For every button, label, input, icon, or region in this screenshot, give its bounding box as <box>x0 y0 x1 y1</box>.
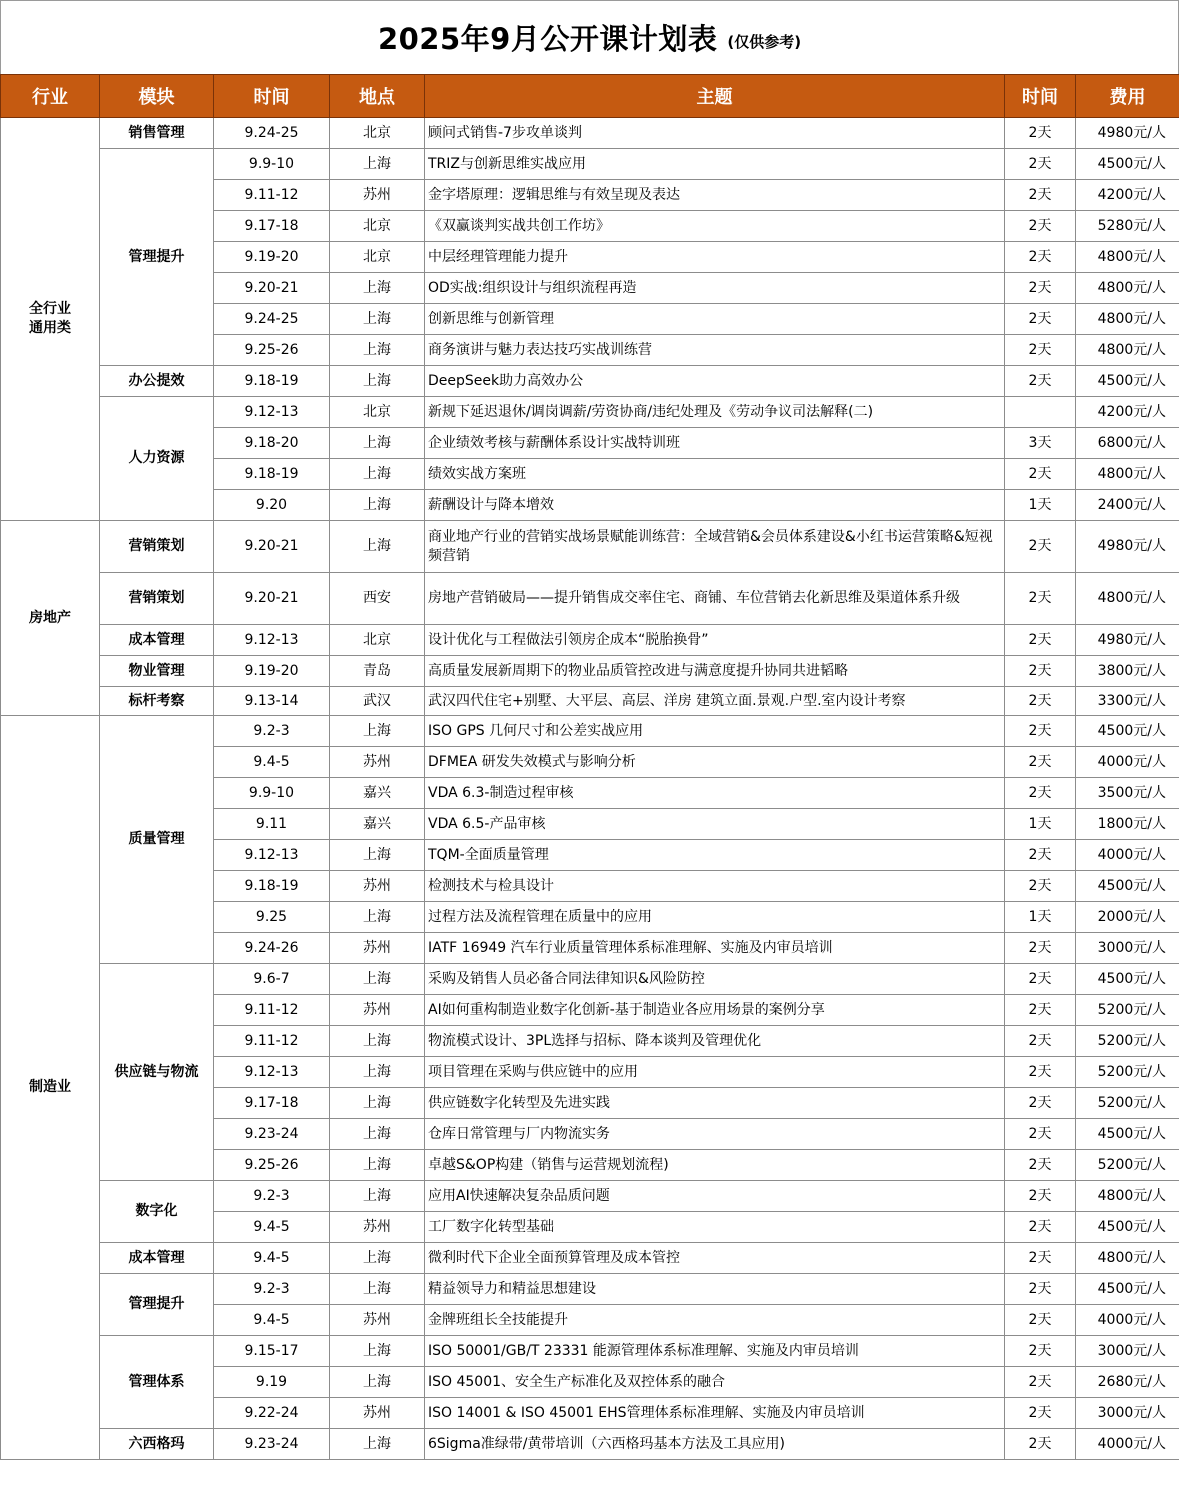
date-cell: 9.9-10 <box>214 778 330 809</box>
table-row <box>1 656 1179 687</box>
city-cell: 苏州 <box>330 933 425 964</box>
topic-cell: 过程方法及流程管理在质量中的应用 <box>425 902 1005 933</box>
city-cell: 北京 <box>330 625 425 656</box>
table-row <box>1 521 1179 573</box>
days-cell: 2天 <box>1005 180 1076 211</box>
days-cell: 2天 <box>1005 1181 1076 1212</box>
price-cell: 5200元/人 <box>1076 1026 1179 1057</box>
date-cell: 9.12-13 <box>214 625 330 656</box>
topic-cell: 供应链数字化转型及先进实践 <box>425 1088 1005 1119</box>
days-cell: 2天 <box>1005 1429 1076 1460</box>
price-cell: 4800元/人 <box>1076 242 1179 273</box>
price-cell: 4800元/人 <box>1076 335 1179 366</box>
days-cell: 2天 <box>1005 118 1076 149</box>
date-cell: 9.18-19 <box>214 459 330 490</box>
price-cell: 4800元/人 <box>1076 1181 1179 1212</box>
date-cell: 9.25-26 <box>214 1150 330 1181</box>
city-cell: 北京 <box>330 242 425 273</box>
table-row <box>1 149 1179 180</box>
module-cell: 质量管理 <box>100 716 214 964</box>
price-cell: 4500元/人 <box>1076 964 1179 995</box>
days-cell: 2天 <box>1005 625 1076 656</box>
module-cell: 管理提升 <box>100 1274 214 1336</box>
city-cell: 上海 <box>330 521 425 573</box>
date-cell: 9.19-20 <box>214 656 330 687</box>
table-row <box>1 1181 1179 1212</box>
date-cell: 9.4-5 <box>214 1305 330 1336</box>
days-cell: 2天 <box>1005 1026 1076 1057</box>
price-cell: 5200元/人 <box>1076 1088 1179 1119</box>
price-cell: 4980元/人 <box>1076 118 1179 149</box>
price-cell: 4200元/人 <box>1076 397 1179 428</box>
module-cell: 六西格玛 <box>100 1429 214 1460</box>
city-cell: 苏州 <box>330 1212 425 1243</box>
days-cell: 2天 <box>1005 1057 1076 1088</box>
date-cell: 9.20-21 <box>214 521 330 573</box>
table-body <box>1 118 1179 1460</box>
topic-cell: 房地产营销破局——提升销售成交率住宅、商铺、车位营销去化新思维及渠道体系升级 <box>425 573 1005 625</box>
days-cell: 2天 <box>1005 995 1076 1026</box>
module-cell: 成本管理 <box>100 1243 214 1274</box>
days-cell: 2天 <box>1005 778 1076 809</box>
topic-cell: 精益领导力和精益思想建设 <box>425 1274 1005 1305</box>
days-cell: 2天 <box>1005 366 1076 397</box>
header-module: 模块 <box>100 75 214 118</box>
date-cell: 9.4-5 <box>214 1243 330 1274</box>
city-cell: 上海 <box>330 1367 425 1398</box>
course-table <box>0 74 1179 1460</box>
days-cell: 1天 <box>1005 490 1076 521</box>
table-row <box>1 118 1179 149</box>
city-cell: 苏州 <box>330 180 425 211</box>
price-cell: 3000元/人 <box>1076 933 1179 964</box>
table-row <box>1 964 1179 995</box>
module-cell: 营销策划 <box>100 521 214 573</box>
date-cell: 9.4-5 <box>214 747 330 778</box>
city-cell: 上海 <box>330 1057 425 1088</box>
table-row <box>1 397 1179 428</box>
price-cell: 5200元/人 <box>1076 1057 1179 1088</box>
price-cell: 2000元/人 <box>1076 902 1179 933</box>
days-cell: 2天 <box>1005 687 1076 716</box>
header-date: 时间 <box>214 75 330 118</box>
city-cell: 上海 <box>330 490 425 521</box>
date-cell: 9.18-19 <box>214 871 330 902</box>
days-cell: 2天 <box>1005 1398 1076 1429</box>
module-cell: 销售管理 <box>100 118 214 149</box>
header-price: 费用 <box>1076 75 1179 118</box>
city-cell: 上海 <box>330 1119 425 1150</box>
date-cell: 9.18-20 <box>214 428 330 459</box>
city-cell: 上海 <box>330 273 425 304</box>
city-cell: 苏州 <box>330 995 425 1026</box>
price-cell: 3800元/人 <box>1076 656 1179 687</box>
price-cell: 6800元/人 <box>1076 428 1179 459</box>
price-cell: 3000元/人 <box>1076 1336 1179 1367</box>
price-cell: 2400元/人 <box>1076 490 1179 521</box>
industry-cell: 房地产 <box>1 521 100 716</box>
table-row <box>1 1429 1179 1460</box>
topic-cell: VDA 6.5-产品审核 <box>425 809 1005 840</box>
days-cell: 2天 <box>1005 521 1076 573</box>
date-cell: 9.12-13 <box>214 397 330 428</box>
industry-cell: 全行业 通用类 <box>1 118 100 521</box>
date-cell: 9.9-10 <box>214 149 330 180</box>
topic-cell: 检测技术与检具设计 <box>425 871 1005 902</box>
topic-cell: 项目管理在采购与供应链中的应用 <box>425 1057 1005 1088</box>
city-cell: 上海 <box>330 840 425 871</box>
city-cell: 上海 <box>330 335 425 366</box>
price-cell: 4000元/人 <box>1076 747 1179 778</box>
days-cell: 2天 <box>1005 1305 1076 1336</box>
topic-cell: ISO GPS 几何尺寸和公差实战应用 <box>425 716 1005 747</box>
city-cell: 上海 <box>330 1274 425 1305</box>
topic-cell: 应用AI快速解决复杂品质问题 <box>425 1181 1005 1212</box>
days-cell: 2天 <box>1005 1212 1076 1243</box>
city-cell: 上海 <box>330 1336 425 1367</box>
days-cell: 2天 <box>1005 149 1076 180</box>
module-cell: 供应链与物流 <box>100 964 214 1181</box>
price-cell: 2680元/人 <box>1076 1367 1179 1398</box>
date-cell: 9.17-18 <box>214 1088 330 1119</box>
days-cell: 2天 <box>1005 1088 1076 1119</box>
city-cell: 苏州 <box>330 1398 425 1429</box>
price-cell: 4500元/人 <box>1076 1212 1179 1243</box>
topic-cell: 仓库日常管理与厂内物流实务 <box>425 1119 1005 1150</box>
date-cell: 9.20 <box>214 490 330 521</box>
price-cell: 4800元/人 <box>1076 573 1179 625</box>
city-cell: 北京 <box>330 397 425 428</box>
days-cell: 2天 <box>1005 573 1076 625</box>
city-cell: 上海 <box>330 1150 425 1181</box>
date-cell: 9.22-24 <box>214 1398 330 1429</box>
topic-cell: 商务演讲与魅力表达技巧实战训练营 <box>425 335 1005 366</box>
days-cell: 2天 <box>1005 1243 1076 1274</box>
module-cell: 管理体系 <box>100 1336 214 1429</box>
topic-cell: 6Sigma准绿带/黄带培训（六西格玛基本方法及工具应用) <box>425 1429 1005 1460</box>
price-cell: 4980元/人 <box>1076 521 1179 573</box>
title-row <box>0 0 1179 74</box>
topic-cell: 微利时代下企业全面预算管理及成本管控 <box>425 1243 1005 1274</box>
table-row <box>1 687 1179 716</box>
table-row <box>1 716 1179 747</box>
date-cell: 9.2-3 <box>214 716 330 747</box>
city-cell: 上海 <box>330 902 425 933</box>
topic-cell: 新规下延迟退休/调岗调薪/劳资协商/违纪处理及《劳动争议司法解释(二) <box>425 397 1005 428</box>
city-cell: 上海 <box>330 459 425 490</box>
price-cell: 4980元/人 <box>1076 625 1179 656</box>
days-cell: 1天 <box>1005 902 1076 933</box>
days-cell: 2天 <box>1005 242 1076 273</box>
date-cell: 9.4-5 <box>214 1212 330 1243</box>
city-cell: 上海 <box>330 1026 425 1057</box>
topic-cell: 金牌班组长全技能提升 <box>425 1305 1005 1336</box>
price-cell: 4800元/人 <box>1076 459 1179 490</box>
date-cell: 9.13-14 <box>214 687 330 716</box>
city-cell: 苏州 <box>330 871 425 902</box>
header-row <box>1 75 1179 118</box>
topic-cell: 武汉四代住宅+别墅、大平层、高层、洋房 建筑立面.景观.户型.室内设计考察 <box>425 687 1005 716</box>
price-cell: 4200元/人 <box>1076 180 1179 211</box>
days-cell: 2天 <box>1005 304 1076 335</box>
topic-cell: 设计优化与工程做法引领房企成本“脱胎换骨” <box>425 625 1005 656</box>
topic-cell: 商业地产行业的营销实战场景赋能训练营：全域营销&会员体系建设&小红书运营策略&短视频营销 <box>425 521 1005 573</box>
price-cell: 4500元/人 <box>1076 871 1179 902</box>
topic-cell: DFMEA 研发失效模式与影响分析 <box>425 747 1005 778</box>
price-cell: 3500元/人 <box>1076 778 1179 809</box>
days-cell: 2天 <box>1005 335 1076 366</box>
topic-cell: 采购及销售人员必备合同法律知识&风险防控 <box>425 964 1005 995</box>
price-cell: 4800元/人 <box>1076 273 1179 304</box>
topic-cell: 卓越S&OP构建（销售与运营规划流程) <box>425 1150 1005 1181</box>
days-cell: 2天 <box>1005 747 1076 778</box>
days-cell: 2天 <box>1005 273 1076 304</box>
topic-cell: 薪酬设计与降本增效 <box>425 490 1005 521</box>
topic-cell: 中层经理管理能力提升 <box>425 242 1005 273</box>
city-cell: 青岛 <box>330 656 425 687</box>
date-cell: 9.20-21 <box>214 573 330 625</box>
city-cell: 上海 <box>330 1429 425 1460</box>
city-cell: 上海 <box>330 964 425 995</box>
date-cell: 9.15-17 <box>214 1336 330 1367</box>
city-cell: 上海 <box>330 716 425 747</box>
page-subtitle: (仅供参考) <box>727 33 802 51</box>
topic-cell: ISO 14001 & ISO 45001 EHS管理体系标准理解、实施及内审员培训 <box>425 1398 1005 1429</box>
topic-cell: 《双赢谈判实战共创工作坊》 <box>425 211 1005 242</box>
city-cell: 上海 <box>330 1243 425 1274</box>
price-cell: 5200元/人 <box>1076 1150 1179 1181</box>
date-cell: 9.19-20 <box>214 242 330 273</box>
module-cell: 成本管理 <box>100 625 214 656</box>
topic-cell: TQM-全面质量管理 <box>425 840 1005 871</box>
date-cell: 9.12-13 <box>214 840 330 871</box>
page-title: 2025年9月公开课计划表 <box>377 22 718 56</box>
topic-cell: 物流模式设计、3PL选择与招标、降本谈判及管理优化 <box>425 1026 1005 1057</box>
date-cell: 9.6-7 <box>214 964 330 995</box>
price-cell: 5280元/人 <box>1076 211 1179 242</box>
days-cell: 2天 <box>1005 1274 1076 1305</box>
topic-cell: IATF 16949 汽车行业质量管理体系标准理解、实施及内审员培训 <box>425 933 1005 964</box>
date-cell: 9.25-26 <box>214 335 330 366</box>
table-row <box>1 366 1179 397</box>
table-row <box>1 1274 1179 1305</box>
module-cell: 数字化 <box>100 1181 214 1243</box>
days-cell: 2天 <box>1005 840 1076 871</box>
topic-cell: 工厂数字化转型基础 <box>425 1212 1005 1243</box>
city-cell: 上海 <box>330 304 425 335</box>
price-cell: 4000元/人 <box>1076 1429 1179 1460</box>
days-cell: 2天 <box>1005 211 1076 242</box>
topic-cell: ISO 50001/GB/T 23331 能源管理体系标准理解、实施及内审员培训 <box>425 1336 1005 1367</box>
topic-cell: 金字塔原理：逻辑思维与有效呈现及表达 <box>425 180 1005 211</box>
header-industry: 行业 <box>1 75 100 118</box>
date-cell: 9.11-12 <box>214 180 330 211</box>
date-cell: 9.17-18 <box>214 211 330 242</box>
price-cell: 5200元/人 <box>1076 995 1179 1026</box>
date-cell: 9.11-12 <box>214 1026 330 1057</box>
days-cell: 2天 <box>1005 459 1076 490</box>
price-cell: 4000元/人 <box>1076 840 1179 871</box>
date-cell: 9.24-25 <box>214 304 330 335</box>
topic-cell: TRIZ与创新思维实战应用 <box>425 149 1005 180</box>
header-topic: 主题 <box>425 75 1005 118</box>
city-cell: 北京 <box>330 118 425 149</box>
city-cell: 武汉 <box>330 687 425 716</box>
topic-cell: 创新思维与创新管理 <box>425 304 1005 335</box>
price-cell: 4500元/人 <box>1076 1274 1179 1305</box>
topic-cell: AI如何重构制造业数字化创新-基于制造业各应用场景的案例分享 <box>425 995 1005 1026</box>
days-cell: 2天 <box>1005 933 1076 964</box>
module-cell: 营销策划 <box>100 573 214 625</box>
days-cell: 2天 <box>1005 964 1076 995</box>
table-row <box>1 573 1179 625</box>
module-cell: 办公提效 <box>100 366 214 397</box>
city-cell: 嘉兴 <box>330 809 425 840</box>
price-cell: 4800元/人 <box>1076 304 1179 335</box>
header-days: 时间 <box>1005 75 1076 118</box>
date-cell: 9.18-19 <box>214 366 330 397</box>
date-cell: 9.12-13 <box>214 1057 330 1088</box>
price-cell: 4000元/人 <box>1076 1305 1179 1336</box>
header-city: 地点 <box>330 75 425 118</box>
topic-cell: ISO 45001、安全生产标准化及双控体系的融合 <box>425 1367 1005 1398</box>
city-cell: 上海 <box>330 1088 425 1119</box>
days-cell: 2天 <box>1005 656 1076 687</box>
price-cell: 4500元/人 <box>1076 716 1179 747</box>
date-cell: 9.24-26 <box>214 933 330 964</box>
topic-cell: DeepSeek助力高效办公 <box>425 366 1005 397</box>
city-cell: 上海 <box>330 366 425 397</box>
topic-cell: VDA 6.3-制造过程审核 <box>425 778 1005 809</box>
topic-cell: 企业绩效考核与薪酬体系设计实战特训班 <box>425 428 1005 459</box>
topic-cell: 高质量发展新周期下的物业品质管控改进与满意度提升协同共进韬略 <box>425 656 1005 687</box>
date-cell: 9.25 <box>214 902 330 933</box>
days-cell: 2天 <box>1005 716 1076 747</box>
days-cell: 2天 <box>1005 1367 1076 1398</box>
city-cell: 上海 <box>330 1181 425 1212</box>
days-cell <box>1005 397 1076 428</box>
price-cell: 3300元/人 <box>1076 687 1179 716</box>
table-row <box>1 1243 1179 1274</box>
price-cell: 4800元/人 <box>1076 1243 1179 1274</box>
city-cell: 苏州 <box>330 747 425 778</box>
module-cell: 标杆考察 <box>100 687 214 716</box>
date-cell: 9.24-25 <box>214 118 330 149</box>
topic-cell: 顾问式销售-7步攻单谈判 <box>425 118 1005 149</box>
city-cell: 北京 <box>330 211 425 242</box>
city-cell: 嘉兴 <box>330 778 425 809</box>
days-cell: 2天 <box>1005 1119 1076 1150</box>
industry-cell: 制造业 <box>1 716 100 1460</box>
module-cell: 物业管理 <box>100 656 214 687</box>
days-cell: 1天 <box>1005 809 1076 840</box>
date-cell: 9.20-21 <box>214 273 330 304</box>
price-cell: 1800元/人 <box>1076 809 1179 840</box>
date-cell: 9.11-12 <box>214 995 330 1026</box>
city-cell: 苏州 <box>330 1305 425 1336</box>
date-cell: 9.2-3 <box>214 1274 330 1305</box>
days-cell: 2天 <box>1005 1150 1076 1181</box>
module-cell: 人力资源 <box>100 397 214 521</box>
days-cell: 2天 <box>1005 1336 1076 1367</box>
city-cell: 西安 <box>330 573 425 625</box>
date-cell: 9.23-24 <box>214 1119 330 1150</box>
price-cell: 4500元/人 <box>1076 1119 1179 1150</box>
price-cell: 4500元/人 <box>1076 149 1179 180</box>
date-cell: 9.23-24 <box>214 1429 330 1460</box>
date-cell: 9.2-3 <box>214 1181 330 1212</box>
table-row <box>1 625 1179 656</box>
city-cell: 上海 <box>330 428 425 459</box>
price-cell: 4500元/人 <box>1076 366 1179 397</box>
days-cell: 2天 <box>1005 871 1076 902</box>
table-row <box>1 1336 1179 1367</box>
days-cell: 3天 <box>1005 428 1076 459</box>
topic-cell: OD实战:组织设计与组织流程再造 <box>425 273 1005 304</box>
price-cell: 3000元/人 <box>1076 1398 1179 1429</box>
module-cell: 管理提升 <box>100 149 214 366</box>
date-cell: 9.19 <box>214 1367 330 1398</box>
city-cell: 上海 <box>330 149 425 180</box>
topic-cell: 绩效实战方案班 <box>425 459 1005 490</box>
date-cell: 9.11 <box>214 809 330 840</box>
